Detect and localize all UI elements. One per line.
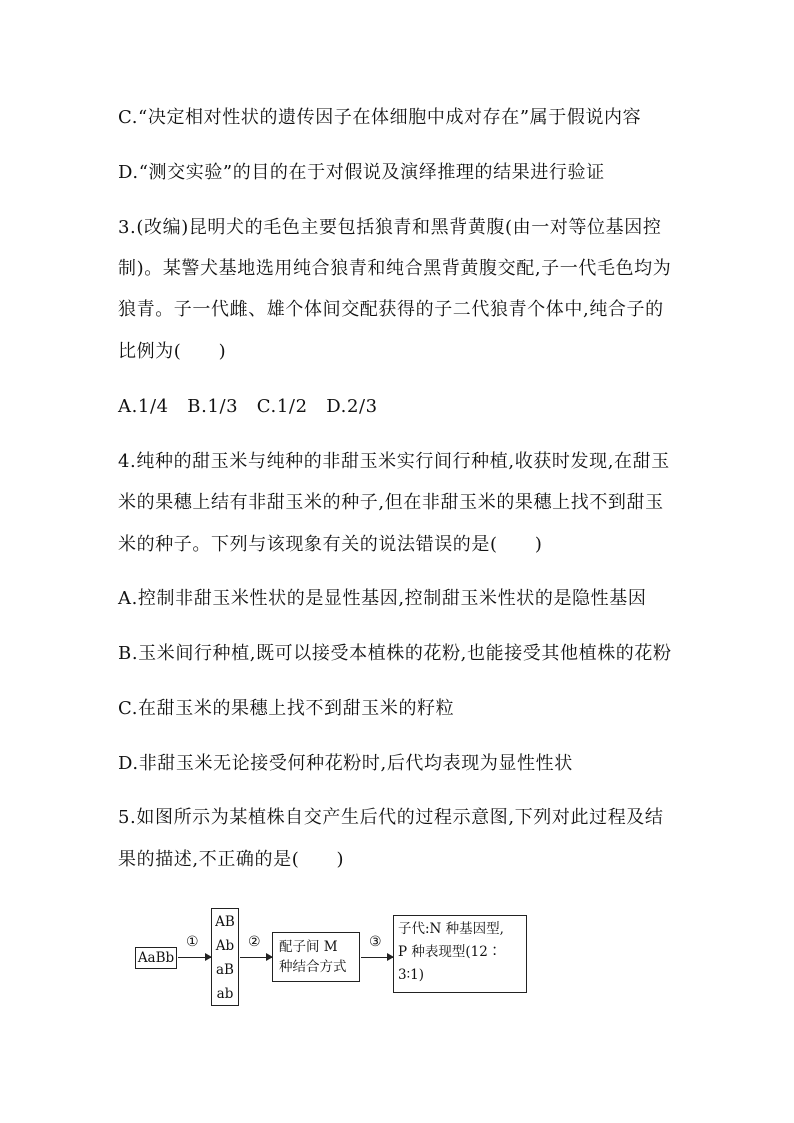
step-3-label: ③ xyxy=(369,934,382,950)
question-3-line-2: 制)。某警犬基地选用纯合狼青和纯合黑背黄腹交配,子一代毛色均为 xyxy=(118,258,672,279)
combination-box xyxy=(272,932,360,982)
combination-line-1: 配子间 M xyxy=(279,939,338,955)
option-c-q4: C.在甜玉米的果穗上找不到甜玉米的籽粒 xyxy=(118,698,455,719)
question-3-line-4: 比例为( ) xyxy=(118,341,227,362)
question-4-line-1: 4.纯种的甜玉米与纯种的非甜玉米实行间行种植,收获时发现,在甜玉 xyxy=(118,451,670,472)
question-3-line-1: 3.(改编)昆明犬的毛色主要包括狼青和黑背黄腹(由一对等位基因控 xyxy=(118,217,662,238)
gamete-item: Ab xyxy=(215,938,235,954)
question-4-line-3: 米的种子。下列与该现象有关的说法错误的是( ) xyxy=(118,534,543,555)
step-2-label: ② xyxy=(248,934,261,950)
offspring-line-2: P 种表现型(12∶ xyxy=(398,944,502,960)
step-1-label: ① xyxy=(186,934,199,950)
question-4-line-2: 米的果穗上结有非甜玉米的种子,但在非甜玉米的果穗上找不到甜玉 xyxy=(118,492,664,513)
combination-line-2: 种结合方式 xyxy=(279,959,347,975)
parent-genotype-box xyxy=(135,947,177,969)
question-3-line-3: 狼青。子一代雌、雄个体间交配获得的子二代狼青个体中,纯合子的 xyxy=(118,299,664,320)
option-b-q4: B.玉米间行种植,既可以接受本植株的花粉,也能接受其他植株的花粉 xyxy=(118,643,672,664)
gamete-item: ab xyxy=(216,986,234,1002)
question-5-line-1: 5.如图所示为某植株自交产生后代的过程示意图,下列对此过程及结 xyxy=(118,807,664,828)
arrow-1 xyxy=(178,957,211,958)
gamete-item: AB xyxy=(215,914,235,930)
arrow-2 xyxy=(240,957,272,958)
offspring-line-3: 3∶1) xyxy=(398,967,424,983)
option-d-q2: D.“测交实验”的目的在于对假说及演绎推理的结果进行验证 xyxy=(118,162,605,183)
offspring-box xyxy=(393,915,527,993)
arrow-3 xyxy=(361,957,393,958)
option-a-q4: A.控制非甜玉米性状的是显性基因,控制甜玉米性状的是隐性基因 xyxy=(118,588,647,609)
parent-genotype: AaBb xyxy=(137,950,175,966)
offspring-line-1: 子代:N 种基因型, xyxy=(398,921,504,937)
gametes-box xyxy=(211,908,239,1006)
option-c-q2: C.“决定相对性状的遗传因子在体细胞中成对存在”属于假说内容 xyxy=(118,107,642,128)
question-3-options: A.1/4 B.1/3 C.1/2 D.2/3 xyxy=(118,396,378,417)
option-d-q4: D.非甜玉米无论接受何种花粉时,后代均表现为显性性状 xyxy=(118,753,573,774)
question-5-line-2: 果的描述,不正确的是( ) xyxy=(118,849,345,870)
gamete-item: aB xyxy=(216,962,234,978)
